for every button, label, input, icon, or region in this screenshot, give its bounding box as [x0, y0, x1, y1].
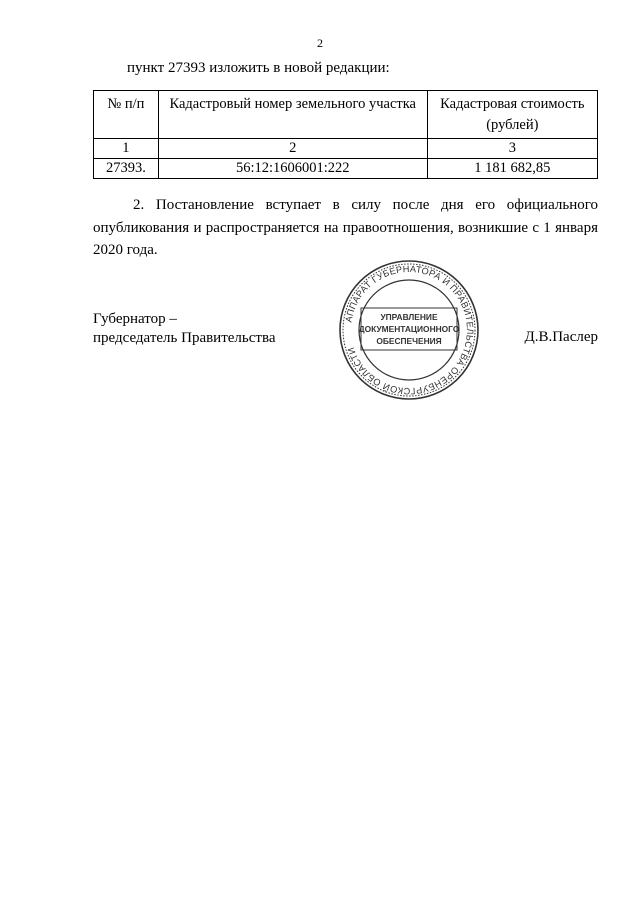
column-number-1: 1: [94, 139, 159, 159]
intro-text: пункт 27393 изложить в новой редакции:: [127, 60, 390, 76]
column-number-3: 3: [427, 139, 597, 159]
official-stamp: [338, 259, 480, 401]
stamp-inner-line1: УПРАВЛЕНИЕ: [380, 312, 438, 322]
column-number-2: 2: [158, 139, 427, 159]
row-cadastral-number: 56:12:1606001:222: [158, 159, 427, 179]
signer-name: Д.В.Паслер: [524, 329, 598, 345]
stamp-inner-line2: ДОКУМЕНТАЦИОННОГО: [358, 324, 460, 334]
header-cadastral-value: Кадастровая стоимость (рублей): [427, 91, 597, 139]
stamp-inner-line3: ОБЕСПЕЧЕНИЯ: [376, 336, 442, 346]
table-header-row: [94, 91, 598, 139]
header-number: № п/п: [94, 91, 159, 139]
table-row: [94, 159, 598, 179]
signer-title: [93, 310, 276, 348]
resolution-paragraph: 2. Постановление вступает в силу после дня его официального опубликования и распространяется на правоотношения, возникшие с 1 января 2020 года.: [93, 197, 598, 258]
signer-title-line1: Губернатор –: [93, 311, 177, 327]
cadastral-table: [93, 90, 598, 179]
row-cadastral-value: 1 181 682,85: [427, 159, 597, 179]
page-number: 2: [317, 36, 323, 50]
row-number: 27393.: [94, 159, 159, 179]
stamp-outer-text: АППАРАТ ГУБЕРНАТОРА И ПРАВИТЕЛЬСТВА ОРЕНБУРГСКОЙ ОБЛАСТИ: [343, 263, 476, 397]
header-cadastral-number: Кадастровый номер земельного участка: [158, 91, 427, 139]
table-column-numbers-row: [94, 139, 598, 159]
signer-title-line2: председатель Правительства: [93, 330, 276, 346]
